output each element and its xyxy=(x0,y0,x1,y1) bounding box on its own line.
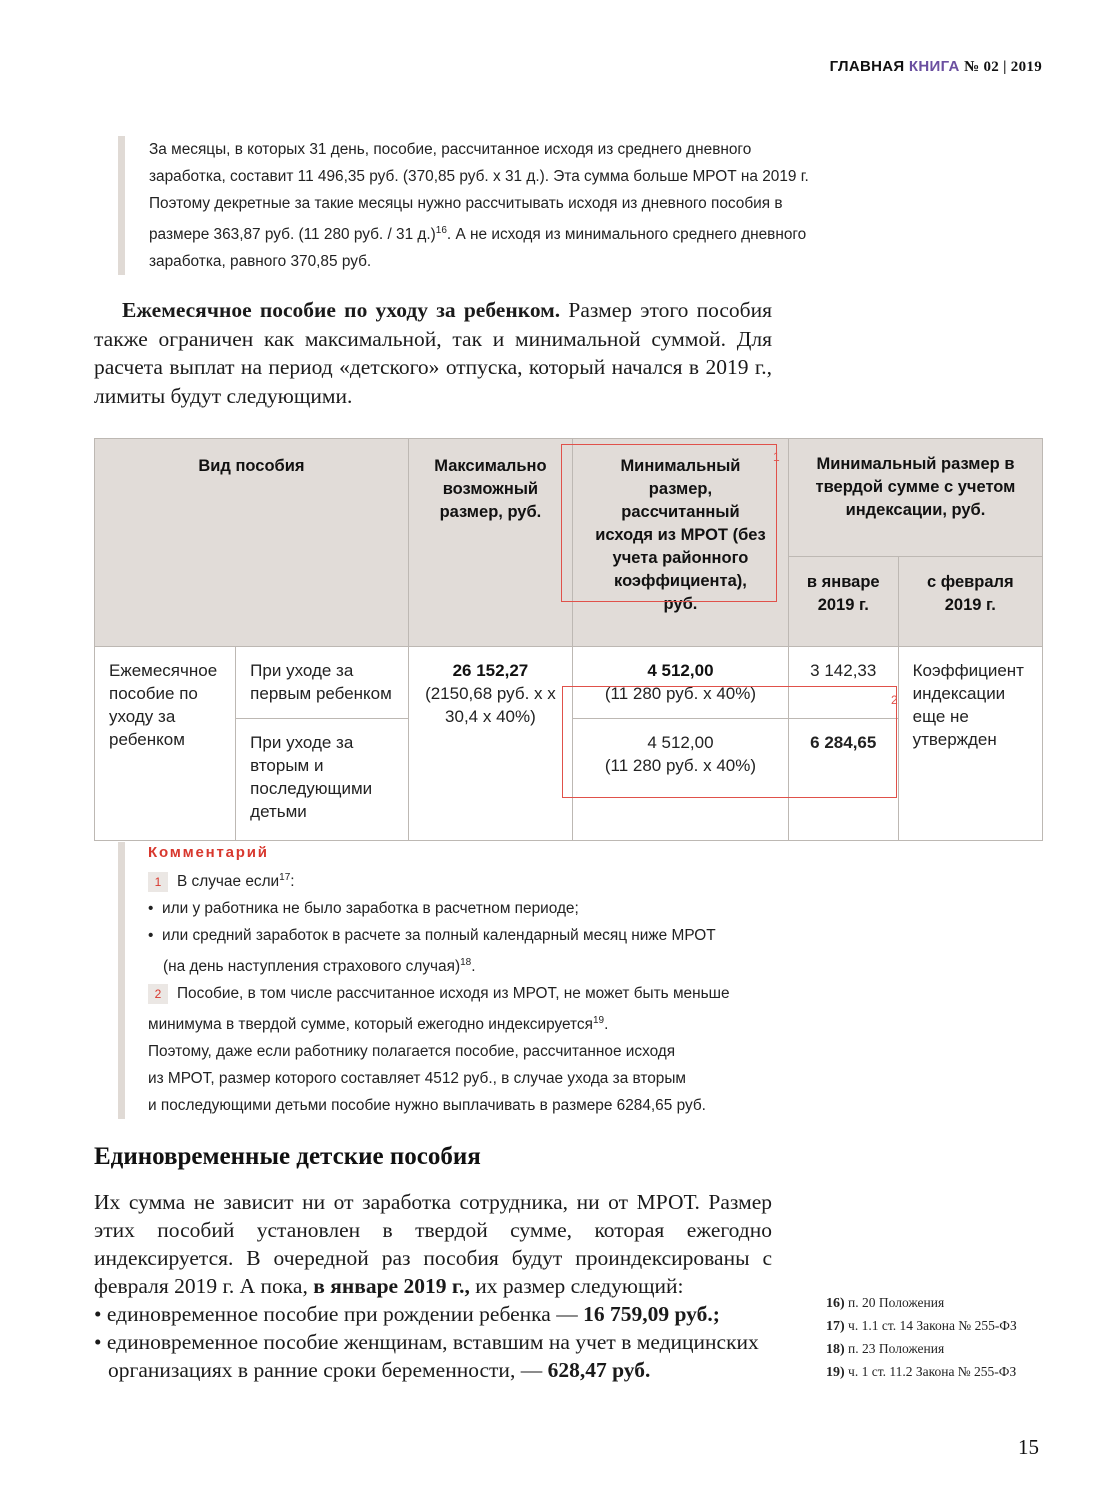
lump-sum-paragraph xyxy=(94,1188,772,1384)
header-min-fixed: Минимальный размер в твердой сумме с учетом индексации, руб. xyxy=(788,439,1042,557)
note-text-end: . А не исходя из минимального среднего дневного заработка, равного 370,85 руб. xyxy=(149,226,807,271)
header-max-size: Максимально возможный размер, руб. xyxy=(408,439,572,647)
note-text: За месяцы, в которых 31 день, пособие, рассчитанное исходя из среднего дневного заработка, составит 11 496,35 руб. (370,85 руб. х 31 д.). Эта сумма больше МРОТ на 2019 г. Поэтому декретные за такие месяцы нужно рассчитывать исходя из дневного пособия в размере 363,87 руб. (11 280 руб. / 31 д.) xyxy=(149,141,809,244)
comment-badge-2: 2 xyxy=(148,984,168,1004)
comment-item-2-text: Пособие, в том числе рассчитанное исходя из МРОТ, не может быть меньше xyxy=(177,985,730,1003)
masthead-title-1: ГЛАВНАЯ xyxy=(829,58,905,75)
comment-badge-1: 1 xyxy=(148,872,168,892)
paragraph-text xyxy=(94,1188,772,1300)
comment-item-2 xyxy=(148,980,808,1007)
footnote xyxy=(826,1292,1017,1315)
benefit-limits-table xyxy=(94,438,1043,841)
comment-item-1-text: В случае если xyxy=(177,873,280,891)
min-mrot-cell-1 xyxy=(572,647,788,719)
comment-item-1: 1 В случае если$^{17}$: xyxy=(148,864,808,895)
list-text: единовременное пособие при рождении ребенка — xyxy=(106,1302,584,1326)
jan-value-1: 3 142,33 xyxy=(788,647,898,719)
marker-1: 1 xyxy=(773,450,780,464)
comment-bullet-1: • или у работника не было заработка в расчетном периоде; xyxy=(148,900,579,918)
jan-value-2: 6 284,65 xyxy=(788,719,898,841)
list-text: единовременное пособие женщинам, вставшим на учет в медицинских организациях в ранние сроки беременности, — xyxy=(106,1330,759,1382)
comment-block xyxy=(118,842,808,1119)
comment-line: минимума в твердой сумме, который ежегодно индексируется$^{19}$. xyxy=(148,1015,609,1034)
comment-bullet-2: • или средний заработок в расчете за полный календарный месяц ниже МРОТ xyxy=(148,927,716,945)
comment-line: Поэтому, даже если работнику полагается пособие, рассчитанное исходя xyxy=(148,1043,676,1061)
text: Их сумма не зависит ни от заработка сотрудника, ни от МРОТ. Размер этих пособий установлен в твердой сумме, которая ежегодно индексируется. В очередной раз пособия будут проиндексированы с февраля 2019 г. А пока, xyxy=(94,1190,772,1298)
max-value: 26 152,27 xyxy=(452,661,529,680)
min-mrot-cell-2 xyxy=(572,719,788,841)
footnotes xyxy=(826,1292,1017,1384)
text: их размер следующий: xyxy=(469,1274,684,1298)
bullet-text: или у работника не было заработка в расчетном периоде; xyxy=(162,900,579,918)
case-second-child: При уходе за вторым и последующими детьми xyxy=(236,719,409,841)
section-heading: Единовременные детские пособия xyxy=(94,1143,481,1170)
example-note-block xyxy=(118,136,809,275)
min-mrot-value: 4 512,00 xyxy=(647,661,714,680)
min-mrot-formula: (11 280 руб. х 40%) xyxy=(604,756,757,775)
comment-bullet-2-cont: (на день наступления страхового случая)$^{18}$. xyxy=(163,957,476,976)
footnote-text: п. 23 Положения xyxy=(848,1341,945,1356)
table-row xyxy=(95,647,1043,719)
bold-text: в январе 2019 г., xyxy=(313,1274,470,1298)
footnote-text: п. 20 Положения xyxy=(848,1295,945,1310)
feb-value: Коэффициент индексации еще не утвержден xyxy=(898,647,1042,841)
comment-text: минимума в твердой сумме, который ежегодно индексируется xyxy=(148,1016,593,1034)
footnote xyxy=(826,1338,1017,1361)
magazine-masthead xyxy=(830,58,1042,76)
bullet-text-cont: (на день наступления страхового случая) xyxy=(163,958,461,976)
footnote xyxy=(826,1361,1017,1384)
list-value: 16 759,09 руб.; xyxy=(583,1302,720,1326)
footnote-num: 19) xyxy=(826,1365,845,1380)
footnote-text: ч. 1.1 ст. 14 Закона № 255-ФЗ xyxy=(848,1318,1017,1333)
benefit-name: Ежемесячное пособие по уходу за ребенком xyxy=(95,647,236,841)
footnote-num: 17) xyxy=(826,1319,845,1334)
issue-number: № 02 | 2019 xyxy=(964,59,1042,75)
list-item: • единовременное пособие при рождении ребенка — 16 759,09 руб.; xyxy=(94,1302,720,1326)
comment-line: и последующими детьми пособие нужно выплачивать в размере 6284,65 руб. xyxy=(148,1097,706,1115)
header-january: в январе 2019 г. xyxy=(788,556,898,646)
paragraph-lead: Ежемесячное пособие по уходу за ребенком. xyxy=(122,298,561,322)
header-min-mrot: Минимальный размер, рассчитанный исходя из МРОТ (без учета районного коэффициента), руб. xyxy=(572,439,788,647)
max-formula: (2150,68 руб. х х 30,4 х 40%) xyxy=(425,684,556,726)
case-first-child: При уходе за первым ребенком xyxy=(236,647,409,719)
footnote xyxy=(826,1315,1017,1338)
footnote-num: 16) xyxy=(826,1296,845,1311)
footnote-text: ч. 1 ст. 11.2 Закона № 255-ФЗ xyxy=(848,1364,1017,1379)
marker-2: 2 xyxy=(891,693,898,707)
table-header-row xyxy=(95,439,1043,557)
masthead-title-2: КНИГА xyxy=(908,58,960,75)
header-benefit-type: Вид пособия xyxy=(95,439,409,647)
list-value: 628,47 руб. xyxy=(547,1358,651,1382)
max-value-cell xyxy=(408,647,572,841)
min-mrot-formula: (11 280 руб. х 40%) xyxy=(604,684,757,703)
monthly-benefit-paragraph xyxy=(94,296,772,410)
footnote-ref: 18 xyxy=(460,957,472,969)
footnote-num: 18) xyxy=(826,1342,845,1357)
header-february: с февраля 2019 г. xyxy=(898,556,1042,646)
bullet-text: или средний заработок в расчете за полный календарный месяц ниже МРОТ xyxy=(162,927,716,945)
comment-title: Комментарий xyxy=(148,844,269,861)
footnote-ref: 19 xyxy=(592,1015,605,1027)
paragraph-text: Размер этого пособия также ограничен как максимальной, так и минимальной суммой. Для расчета выплат на период «детского» отпуска, который начался в 2019 г., лимиты будут следующими. xyxy=(94,298,772,408)
comment-line: из МРОТ, размер которого составляет 4512 руб., в случае ухода за вторым xyxy=(148,1070,687,1088)
list-item: • единовременное пособие женщинам, вставшим на учет в медицинских организациях в ранние сроки беременности, — 628,47 руб. xyxy=(94,1330,759,1382)
page-number: 15 xyxy=(1018,1435,1039,1459)
min-mrot-value: 4 512,00 xyxy=(647,733,714,752)
footnote-ref: 17 xyxy=(279,872,291,883)
footnote-ref: 16 xyxy=(435,225,447,236)
